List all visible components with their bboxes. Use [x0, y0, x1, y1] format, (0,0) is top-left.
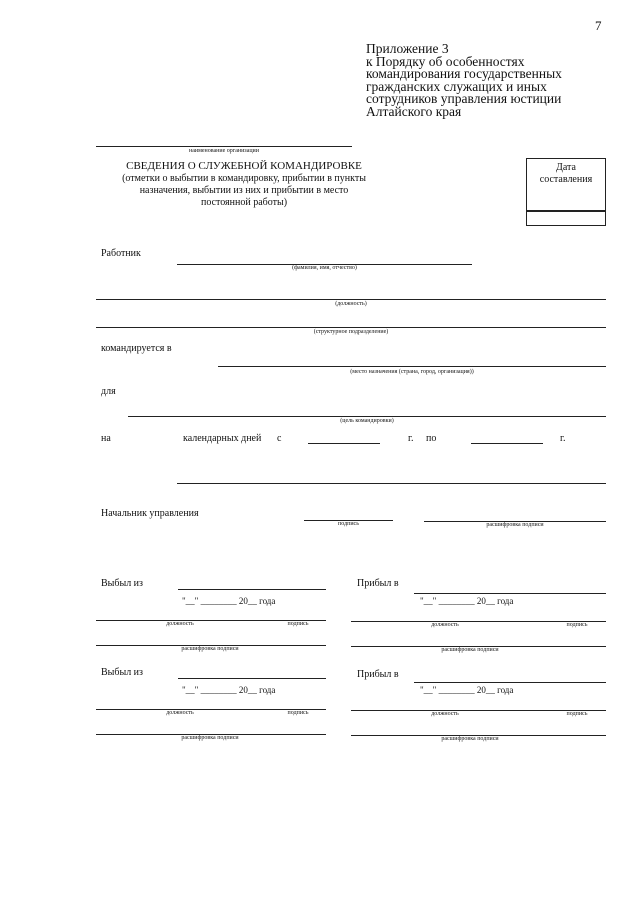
year-suffix: г. [408, 433, 414, 444]
from-label: с [277, 433, 282, 444]
appendix-line: к Порядку об особенностях [366, 53, 525, 69]
signature-caption: подпись [566, 711, 588, 717]
position-field[interactable] [96, 299, 606, 300]
arrived-place-field[interactable] [414, 682, 606, 683]
departed-date: "__" ________ 20__ года [182, 685, 276, 695]
arrived-label: Прибыл в [357, 578, 399, 589]
arrived-date: "__" ________ 20__ года [420, 685, 514, 695]
decode-caption: расшифровка подписи [441, 736, 499, 742]
destination-caption: (место назначения (страна, город, организация)) [350, 369, 474, 375]
fio-caption: (фамилия, имя, отчество) [292, 265, 357, 271]
position-caption: должность [166, 621, 194, 627]
head-decode-caption: расшифровка подписи [486, 522, 544, 528]
head-signature-caption: подпись [338, 521, 359, 527]
division-field[interactable] [96, 327, 606, 328]
destination-field[interactable] [218, 366, 606, 367]
appendix-line: сотрудников управления юстиции [366, 91, 562, 106]
signature-caption: подпись [287, 621, 309, 627]
page-number: 7 [595, 18, 602, 33]
appendix-line: Алтайского края [366, 103, 462, 119]
year-suffix: г. [560, 433, 566, 444]
date-box [526, 158, 606, 212]
purpose-field[interactable] [128, 416, 606, 417]
to-label: по [426, 433, 437, 444]
calendar-days-label: календарных дней [183, 433, 262, 444]
arrived-label: Прибыл в [357, 669, 399, 680]
appendix-line: командирования государственных [366, 66, 562, 81]
position-caption: должность [431, 622, 459, 628]
departed-date: "__" ________ 20__ года [182, 596, 276, 606]
end-date-field[interactable] [471, 443, 543, 444]
position-caption: должность [431, 711, 459, 717]
appendix-line: гражданских служащих и иных [366, 78, 547, 94]
departed-place-field[interactable] [178, 589, 326, 590]
position-caption: должность [166, 710, 194, 716]
departed-label: Выбыл из [101, 667, 143, 678]
date-box-label: Дата [556, 162, 576, 173]
appendix-reference [366, 43, 562, 118]
organization-field[interactable] [96, 146, 352, 147]
sent-to-label: командируется в [101, 343, 172, 354]
position-caption: (должность) [335, 301, 367, 307]
purpose-caption: (цель командировки) [340, 418, 394, 424]
decode-caption: расшифровка подписи [181, 735, 239, 741]
form-subtitle-line: назначения, выбытии из них и прибытии в место [139, 185, 349, 196]
head-label: Начальник управления [101, 508, 199, 519]
signature-caption: подпись [566, 622, 588, 628]
arrived-date: "__" ________ 20__ года [420, 596, 514, 606]
decode-caption: расшифровка подписи [181, 646, 239, 652]
date-box-label: составления [539, 174, 593, 185]
form-subtitle-line: (отметки о выбытии в командировку, прибытии в пункты [122, 173, 366, 184]
arrived-place-field[interactable] [414, 593, 606, 594]
appendix-line: Приложение 3 [366, 41, 449, 56]
employee-label: Работник [101, 248, 141, 259]
division-caption: (структурное подразделение) [313, 329, 389, 335]
departed-label: Выбыл из [101, 578, 143, 589]
signature-caption: подпись [287, 710, 309, 716]
organization-caption: наименование организации [189, 148, 259, 154]
date-value-field[interactable] [526, 210, 606, 226]
form-title: СВЕДЕНИЯ О СЛУЖЕБНОЙ КОМАНДИРОВКЕ [126, 160, 362, 172]
start-date-field[interactable] [308, 443, 380, 444]
decode-caption: расшифровка подписи [441, 647, 499, 653]
purpose-label: для [101, 386, 116, 397]
departed-place-field[interactable] [178, 678, 326, 679]
form-subtitle-line: постоянной работы) [200, 197, 288, 208]
extra-line-field[interactable] [177, 483, 606, 484]
on-label: на [101, 433, 111, 444]
